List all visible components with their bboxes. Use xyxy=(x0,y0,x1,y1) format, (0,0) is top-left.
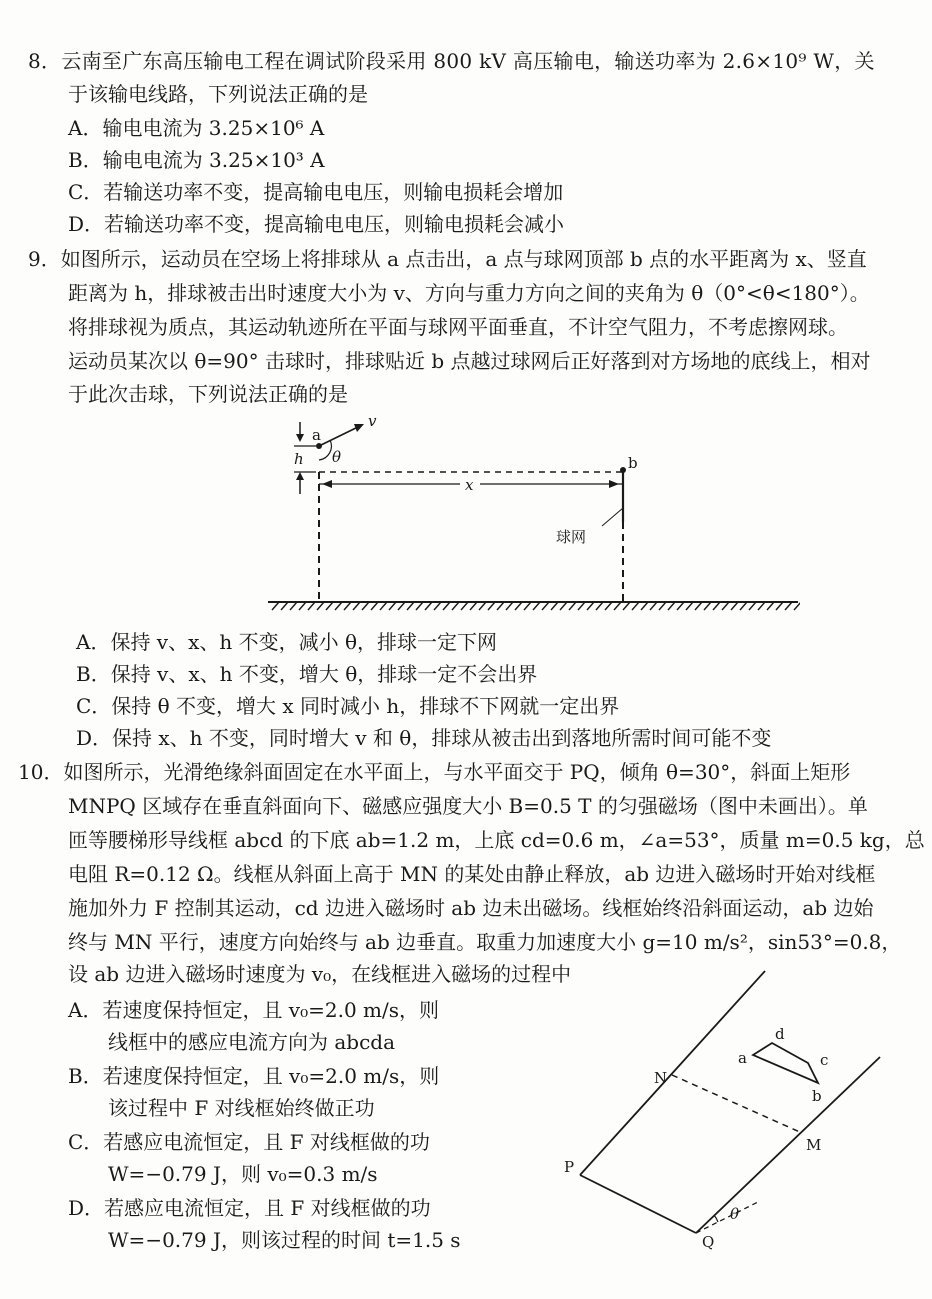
q8-option-d[interactable]: D．若输送功率不变，提高输电电压，则输电损耗会减小 xyxy=(68,212,565,236)
ground-hatch-mark xyxy=(560,602,567,610)
q9-stem-line-5: 于此次击球，下列说法正确的是 xyxy=(68,382,348,406)
ground-hatch-mark xyxy=(533,602,540,610)
ground-hatch-mark xyxy=(569,602,576,610)
ground-hatch-mark xyxy=(713,602,720,610)
ground-hatch-mark xyxy=(524,602,531,610)
q10-option-d[interactable]: D．若感应电流恒定，且 F 对线框做的功 xyxy=(68,1196,431,1220)
q10-label-d: d xyxy=(775,1025,785,1043)
ground-hatch-mark xyxy=(794,602,800,610)
q10-stem-line-1: 10．如图所示，光滑绝缘斜面固定在水平面上，与水平面交于 PQ，倾角 θ=30°，斜面上矩形 xyxy=(18,760,851,784)
q9-stem-line-2: 距离为 h，排球被击出时速度大小为 v、方向与重力方向之间的夹角为 θ（0°<θ<180°）。 xyxy=(68,281,870,305)
q9-label-x: x xyxy=(465,476,474,494)
q9-stem-line-3: 将排球视为质点，其运动轨迹所在平面与球网平面垂直，不计空气阻力，不考虑擦网球。 xyxy=(68,315,848,339)
q10-stem-line-2: MNPQ 区域存在垂直斜面向下、磁感应强度大小 B=0.5 T 的匀强磁场（图中未画出）。单 xyxy=(68,794,868,818)
ground-hatch-mark xyxy=(407,602,414,610)
ground-hatch-mark xyxy=(749,602,756,610)
q10-label-q: Q xyxy=(702,1233,715,1251)
q9-volleyball-figure xyxy=(260,412,800,612)
q9-velocity-arrow xyxy=(319,426,360,446)
q10-stem-line-3: 匝等腰梯形导线框 abcd 的下底 ab=1.2 m，上底 cd=0.6 m，∠a=53°，质量 m=0.5 kg，总 xyxy=(68,828,925,852)
ground-hatch-mark xyxy=(587,602,594,610)
ground-hatch-mark xyxy=(290,602,297,610)
ground-hatch-mark xyxy=(650,602,657,610)
q9-stem-line-4: 运动员某次以 θ=90° 击球时，排球贴近 b 点越过球网后正好落到对方场地的底线上，相对 xyxy=(68,349,871,373)
ground-hatch-mark xyxy=(506,602,513,610)
ground-hatch-mark xyxy=(686,602,693,610)
q10-stem-line-6: 终与 MN 平行，速度方向始终与 ab 边垂直。取重力加速度大小 g=10 m/s²，sin53°=0.8， xyxy=(68,930,902,954)
q8-stem-line-2: 于该输电线路，下列说法正确的是 xyxy=(68,82,368,106)
q8-option-a[interactable]: A．输电电流为 3.25×10⁶ A xyxy=(68,116,325,140)
q10-option-c-cont: W=−0.79 J，则 v₀=0.3 m/s xyxy=(108,1162,378,1186)
q10-option-a-cont: 线框中的感应电流方向为 abcda xyxy=(108,1030,396,1054)
ground-hatch-mark xyxy=(317,602,324,610)
q10-label-m: M xyxy=(806,1136,822,1154)
q9-label-a: a xyxy=(312,426,321,444)
ground-hatch-mark xyxy=(470,602,477,610)
ground-hatch-mark xyxy=(623,602,630,610)
ground-hatch-mark xyxy=(308,602,315,610)
ground-hatch-mark xyxy=(335,602,342,610)
ground-hatch-mark xyxy=(731,602,738,610)
ground-hatch-mark xyxy=(632,602,639,610)
q10-label-p: P xyxy=(564,1158,575,1176)
ground-hatch-mark xyxy=(722,602,729,610)
q9-label-b: b xyxy=(628,454,638,472)
q10-incline-figure xyxy=(550,965,910,1265)
ground-hatch-mark xyxy=(704,602,711,610)
ground-hatch-mark xyxy=(785,602,792,610)
q10-stem-line-7: 设 ab 边进入磁场时速度为 v₀，在线框进入磁场的过程中 xyxy=(68,962,572,986)
ground-hatch-mark xyxy=(659,602,666,610)
ground-hatch-mark xyxy=(776,602,783,610)
q8-option-b[interactable]: B．输电电流为 3.25×10³ A xyxy=(68,148,325,172)
q10-edge-pq xyxy=(580,1175,696,1233)
q10-option-b[interactable]: B．若速度保持恒定，且 v₀=2.0 m/s，则 xyxy=(68,1064,440,1088)
ground-hatch-mark xyxy=(425,602,432,610)
q10-stem-line-5: 施加外力 F 控制其运动，cd 边进入磁场时 ab 边未出磁场。线框始终沿斜面运动，ab 边始 xyxy=(68,896,874,920)
ground-hatch-mark xyxy=(668,602,675,610)
ground-hatch-mark xyxy=(389,602,396,610)
q9-option-b[interactable]: B．保持 v、x、h 不变，增大 θ，排球一定不会出界 xyxy=(76,662,538,686)
q10-option-d-cont: W=−0.79 J，则该过程的时间 t=1.5 s xyxy=(108,1228,461,1252)
ground-hatch-mark xyxy=(461,602,468,610)
q10-label-theta: θ xyxy=(730,1205,740,1223)
ground-hatch-mark xyxy=(281,602,288,610)
ground-hatch-mark xyxy=(488,602,495,610)
ground-hatch-mark xyxy=(551,602,558,610)
q9-label-net: 球网 xyxy=(556,528,587,546)
ground-hatch-mark xyxy=(434,602,441,610)
ground-hatch-mark xyxy=(605,602,612,610)
q9-option-d[interactable]: D．保持 x、h 不变，同时增大 v 和 θ，排球从被击出到落地所需时间可能不变 xyxy=(76,726,772,750)
q10-stem-line-4: 电阻 R=0.12 Ω。线框从斜面上高于 MN 的某处由静止释放，ab 边进入磁场时开始对线框 xyxy=(68,862,876,886)
ground-hatch-mark xyxy=(299,602,306,610)
ground-hatch-mark xyxy=(614,602,621,610)
q10-label-a: a xyxy=(738,1049,747,1067)
ground-hatch-mark xyxy=(578,602,585,610)
ground-hatch-mark xyxy=(380,602,387,610)
ground-hatch-mark xyxy=(740,602,747,610)
ground-hatch-mark xyxy=(497,602,504,610)
ground-hatch-mark xyxy=(344,602,351,610)
ground-hatch-mark xyxy=(326,602,333,610)
ground-hatch-mark xyxy=(767,602,774,610)
ground-hatch-mark xyxy=(353,602,360,610)
q9-label-theta: θ xyxy=(332,448,342,466)
q10-option-c[interactable]: C．若感应电流恒定，且 F 对线框做的功 xyxy=(68,1130,430,1154)
ground-hatch-mark xyxy=(596,602,603,610)
ground-hatch-mark xyxy=(479,602,486,610)
ground-hatch-mark xyxy=(398,602,405,610)
q10-wire-frame xyxy=(753,1043,818,1083)
q10-option-a[interactable]: A．若速度保持恒定，且 v₀=2.0 m/s，则 xyxy=(68,998,440,1022)
ground-hatch-mark xyxy=(677,602,684,610)
ground-hatch-mark xyxy=(452,602,459,610)
ground-hatch-mark xyxy=(272,602,279,610)
ground-hatch-mark xyxy=(758,602,765,610)
ground-hatch-mark xyxy=(362,602,369,610)
q10-edge-nm xyxy=(672,1075,802,1133)
q10-label-n: N xyxy=(654,1069,668,1087)
ground-hatch-mark xyxy=(416,602,423,610)
q10-option-b-cont: 该过程中 F 对线框始终做正功 xyxy=(108,1096,375,1120)
ground-hatch-mark xyxy=(641,602,648,610)
q8-stem-line-1: 8．云南至广东高压输电工程在调试阶段采用 800 kV 高压输电，输送功率为 2.6×10⁹ W，关 xyxy=(28,49,875,73)
q9-option-c[interactable]: C．保持 θ 不变，增大 x 同时减小 h，排球不下网就一定出界 xyxy=(76,694,620,718)
ground-hatch-mark xyxy=(443,602,450,610)
q8-option-c[interactable]: C．若输送功率不变，提高输电电压，则输电损耗会增加 xyxy=(68,180,564,204)
q10-label-b: b xyxy=(812,1087,822,1105)
ground-hatch-mark xyxy=(695,602,702,610)
q10-label-c: c xyxy=(820,1051,829,1069)
ground-hatch-mark xyxy=(542,602,549,610)
q9-stem-line-1: 9．如图所示，运动员在空场上将排球从 a 点击出，a 点与球网顶部 b 点的水平距离为 x、竖直 xyxy=(28,247,867,271)
q9-label-h: h xyxy=(294,450,304,468)
ground-hatch-mark xyxy=(515,602,522,610)
ground-hatch-mark xyxy=(371,602,378,610)
q9-label-v: v xyxy=(368,412,377,430)
q9-option-a[interactable]: A．保持 v、x、h 不变，减小 θ，排球一定下网 xyxy=(76,630,498,654)
